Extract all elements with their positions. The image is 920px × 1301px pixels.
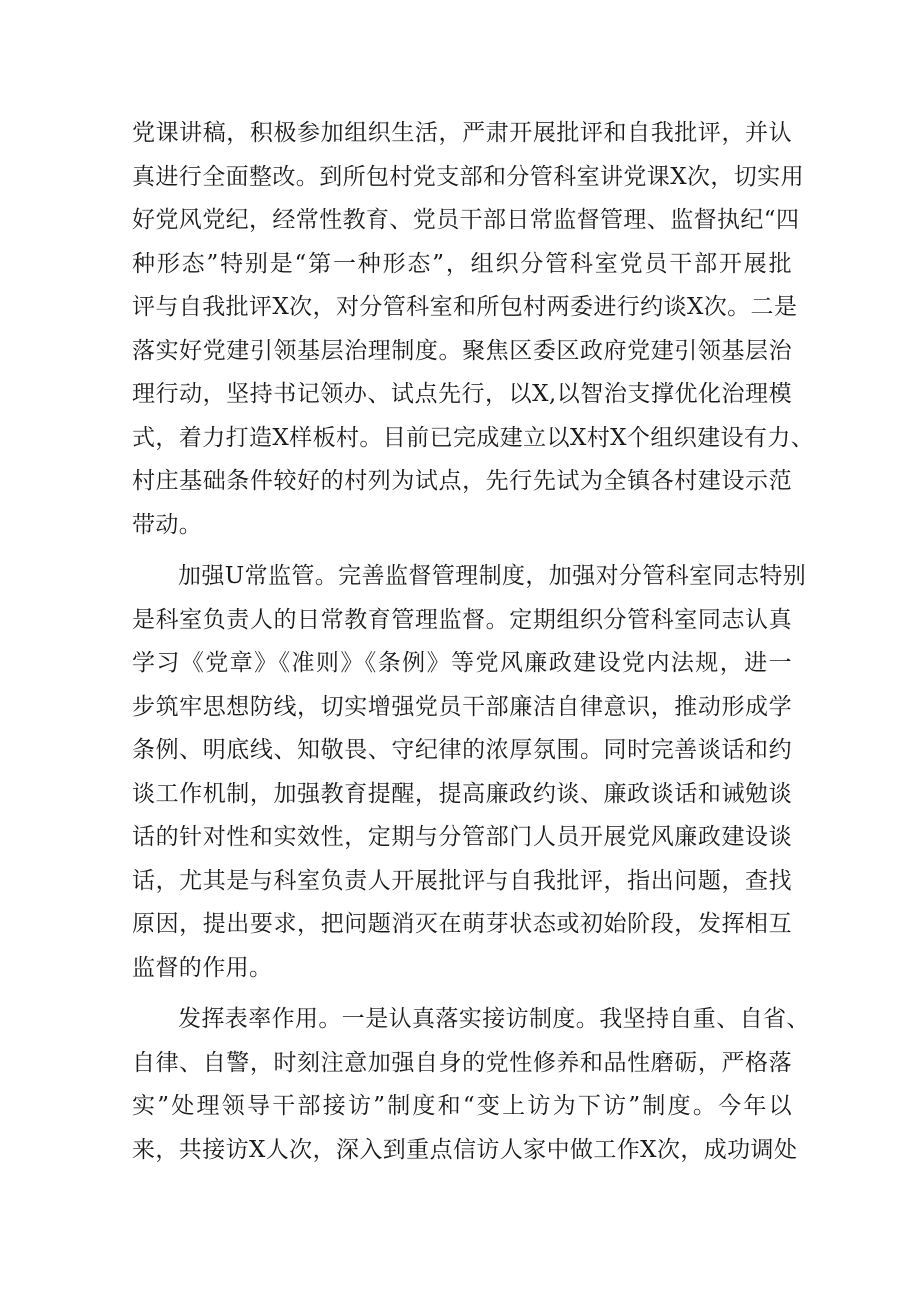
paragraph-2 xyxy=(132,555,807,990)
text-line: 好党风党纪，经常性教育、党员干部日常监督管理、监督执纪“四 xyxy=(132,207,800,233)
text-line: 话，尤其是与科室负责人开展批评与自我批评，指出问题，查找 xyxy=(132,867,792,894)
text-line: 原因，提出要求，把问题消灭在萌芽状态或初始阶段，发挥相互 xyxy=(132,911,792,937)
paragraph-1 xyxy=(132,112,815,547)
text-line: 话的针对性和实效性，定期与分管部门人员开展党风廉政建设谈 xyxy=(132,824,792,850)
text-line: 发挥表率作用。一是认真落实接访制度。我坚持自重、自省、 xyxy=(178,1006,810,1032)
text-line: 是科室负责人的日常教育管理监督。定期组织分管科室同志认真 xyxy=(132,606,792,633)
text-line: 带动。 xyxy=(132,511,203,538)
text-line: 村庄基础条件较好的村列为试点，先行先试为全镇各村建设示范 xyxy=(132,468,792,494)
text-line: 监督的作用。 xyxy=(132,954,273,981)
text-line: 加强U常监管。完善监督管理制度，加强对分管科室同志特别 xyxy=(178,563,807,589)
paragraph-3 xyxy=(132,998,810,1172)
text-line: 条例、明底线、知敬畏、守纪律的浓厚氛围。同时完善谈话和约 xyxy=(132,737,792,763)
text-line: 来，共接访X人次，深入到重点信访人家中做工作X次，成功调处 xyxy=(132,1136,798,1163)
text-line: 学习《党章》《准则》《条例》等党风廉政建设党内法规，进一 xyxy=(132,650,792,676)
text-line: 理行动，坚持书记领办、试点先行，以X,以智治支撑优化治理模 xyxy=(132,381,792,407)
document-page xyxy=(132,112,815,1172)
text-line: 真进行全面整改。到所包村党支部和分管科室讲党课X次，切实用 xyxy=(132,163,804,190)
text-line: 自律、自警，时刻注意加强自身的党性修养和品性磨砺，严格落 xyxy=(132,1049,792,1076)
text-line: 党课讲稿，积极参加组织生活，严肃开展批评和自我批评，并认 xyxy=(132,120,792,146)
text-line: 种形态”特别是“第一种形态”，组织分管科室党员干部开展批 xyxy=(132,250,792,277)
text-line: 落实好党建引领基层治理制度。聚焦区委区政府党建引领基层治 xyxy=(132,337,792,364)
text-line: 谈工作机制，加强教育提醒，提高廉政约谈、廉政谈话和诫勉谈 xyxy=(132,780,792,807)
text-line: 评与自我批评X次，对分管科室和所包村两委进行约谈X次。二是 xyxy=(132,294,798,320)
text-line: 式，着力打造X样板村。目前已完成建立以X村X个组织建设有力、 xyxy=(132,424,815,451)
text-line: 步筑牢思想防线，切实增强党员干部廉洁自律意识，推动形成学 xyxy=(132,693,792,720)
text-line: 实”处理领导干部接访”制度和“变上访为下访”制度。今年以 xyxy=(132,1093,792,1119)
